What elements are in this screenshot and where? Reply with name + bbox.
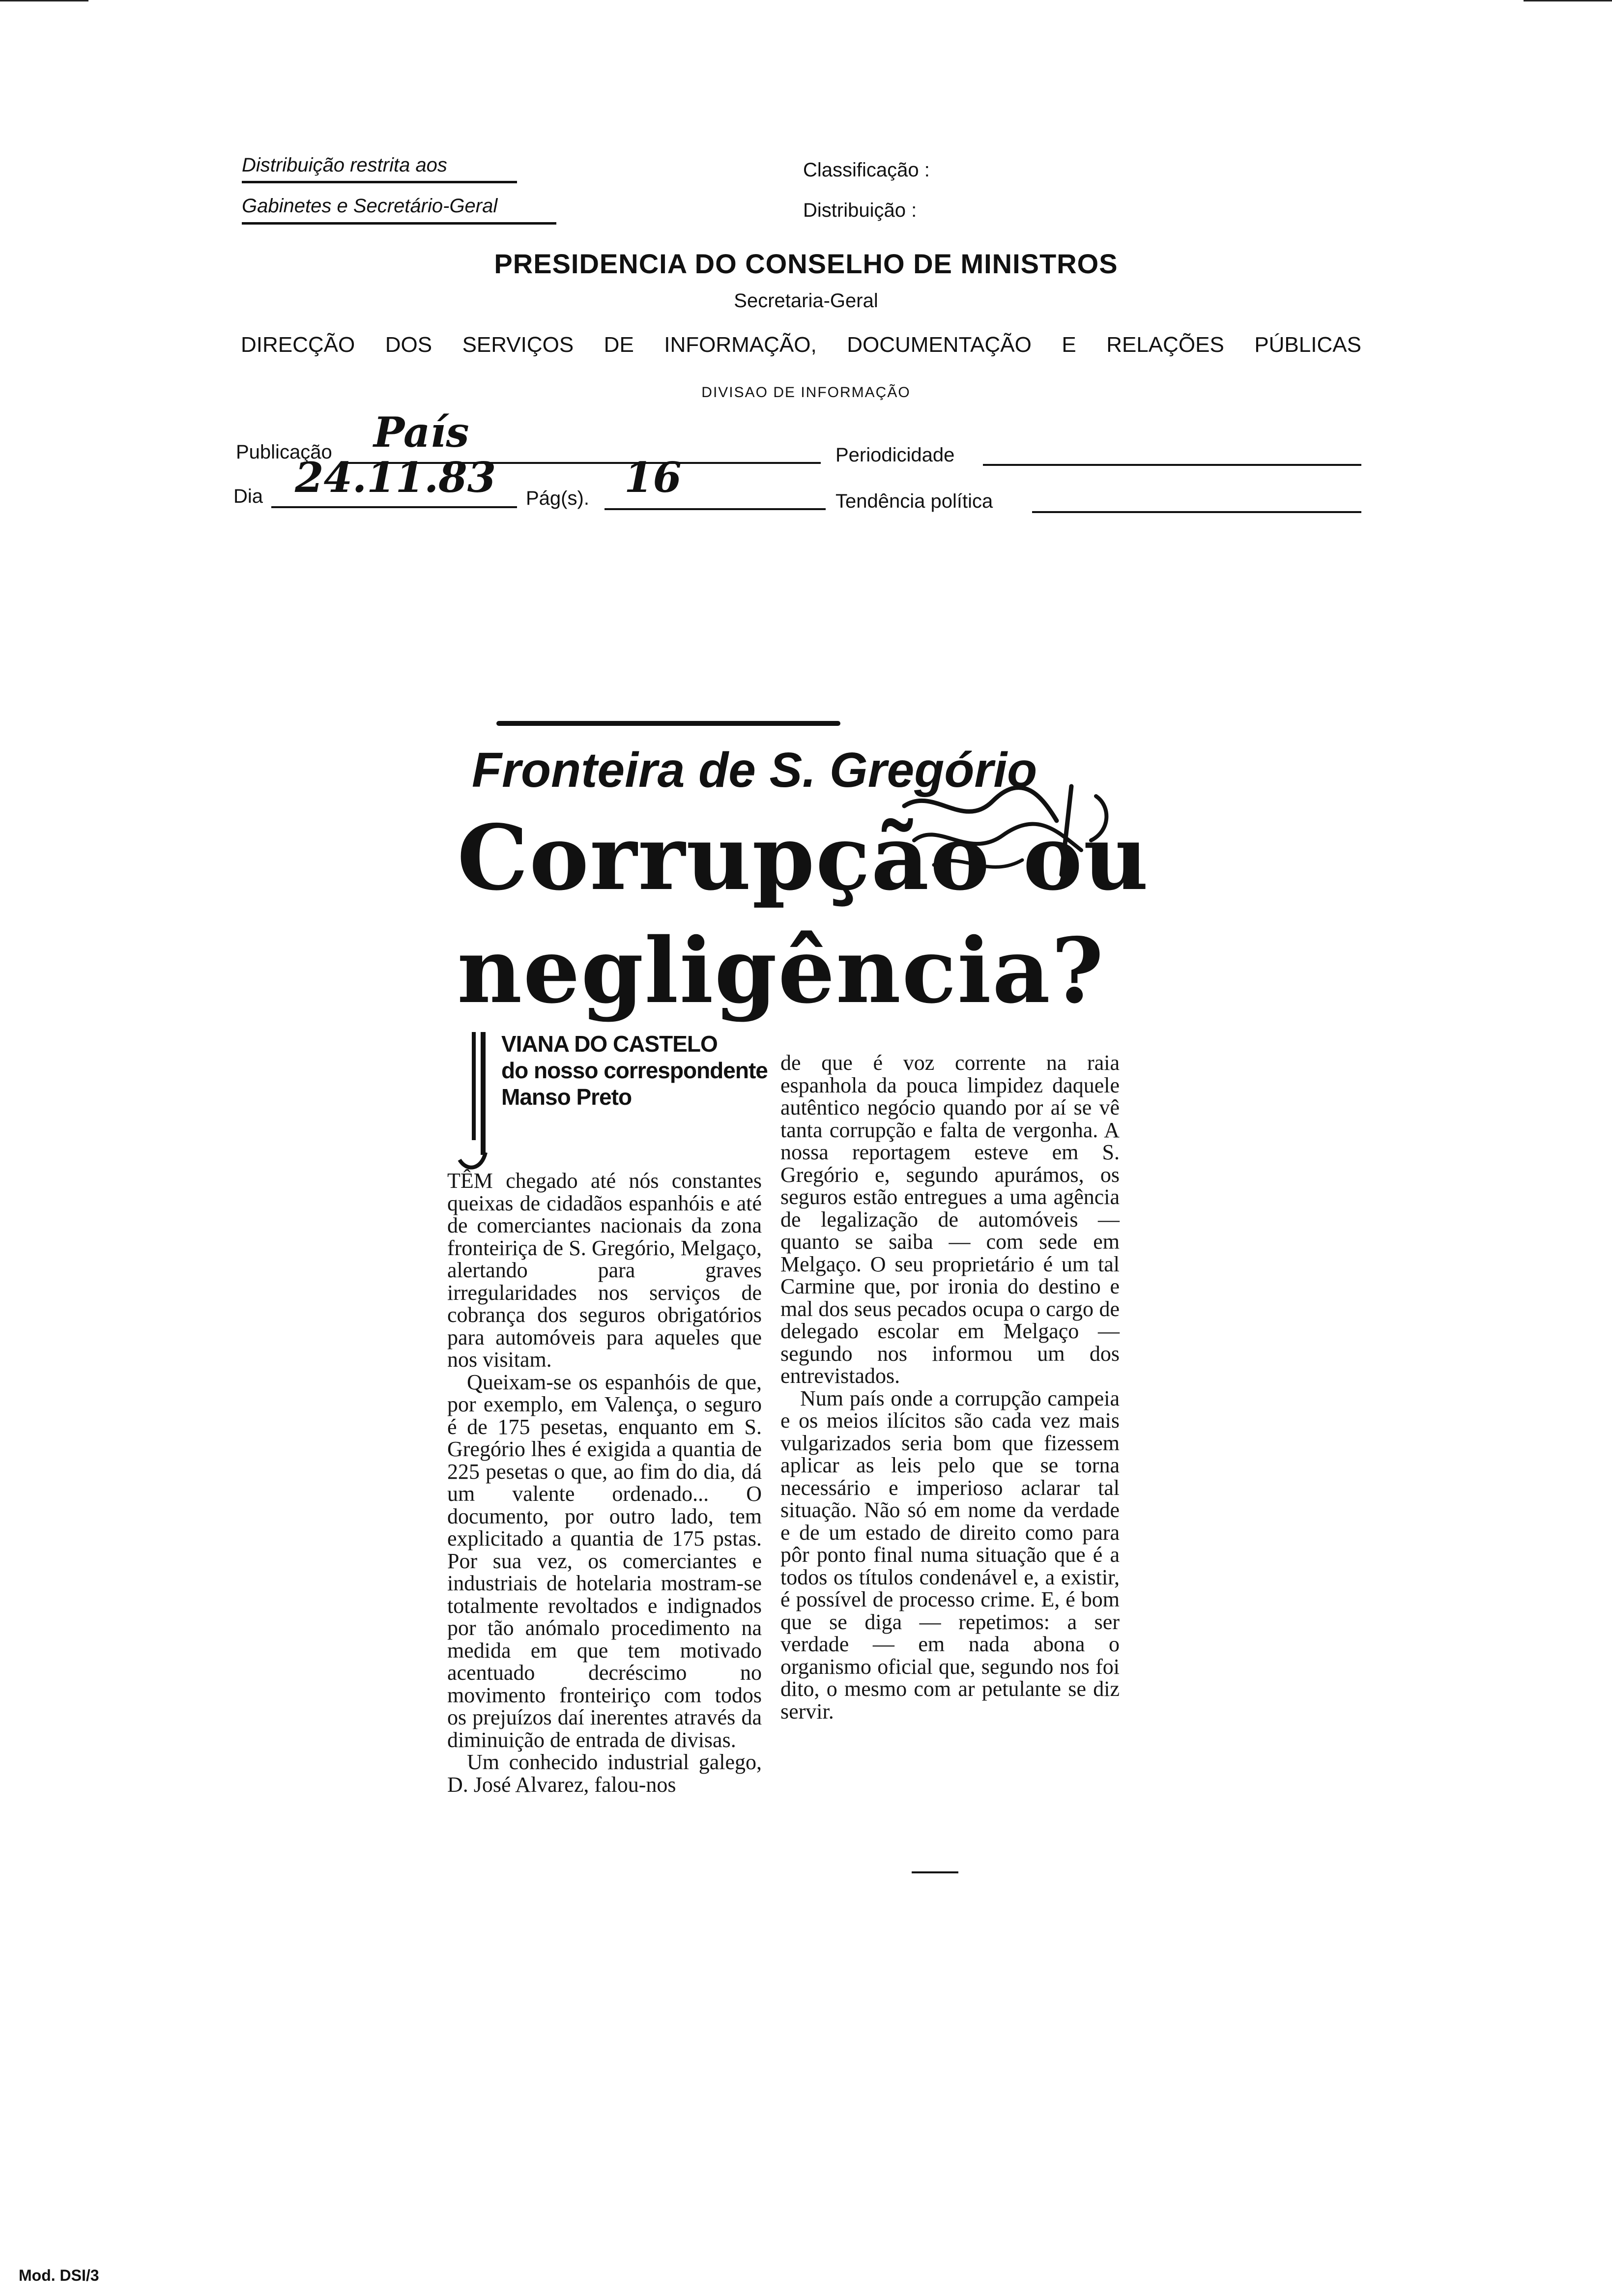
- restricted-distribution-line1: Distribuição restrita aos: [242, 154, 447, 176]
- byline-location: VIANA DO CASTELO: [501, 1031, 718, 1057]
- dia-value: 24.11.83: [295, 453, 496, 502]
- division-label: DIVISAO DE INFORMAÇÃO: [701, 384, 911, 401]
- dia-label: Dia: [233, 486, 263, 507]
- article-paragraph: Num país onde a corrupção campeia e os meios ilícitos são cada vez mais vulgarizados seria bom que fizessem aplicar as leis pelo que se torna necessário e imperioso aclarar tal situação. Não só em nome da verdade e de um estado de direito como para pôr ponto final numa situação que é a todos os títulos condenável e, a existir, é possível de processo crime. E, é bom que se diga — repetimos: a ser verdade — em nada abona o organismo oficial que, segundo nos foi dito, o mesmo com ar petulante se diz servir.: [780, 1386, 1120, 1723]
- direccao-word: PÚBLICAS: [1254, 333, 1361, 357]
- byline-author: Manso Preto: [501, 1084, 632, 1110]
- direccao-word: DIRECÇÃO: [241, 333, 355, 357]
- direccao-word: RELAÇÕES: [1106, 333, 1224, 357]
- secretariat-subtitle: Secretaria-Geral: [734, 290, 878, 312]
- pags-value: 16: [624, 453, 682, 502]
- underline: [242, 181, 517, 183]
- article-paragraph: de que é voz corrente na raia espanhola da pouca limpidez daquele autêntico negócio quando por aí se vê tanta corrupção e falta de vergonha. A nossa reportagem esteve em S. Gregório e, segundo apurámos, os seguros estão entregues a uma agência de legalização de automóveis — quanto se saiba — com sede em Melgaço. O seu proprietário é um tal Carmine que, por ironia do destino e mal dos seus pecados ocupa o cargo de delegado escolar em Melgaço — segundo nos informou um dos entrevistados.: [780, 1051, 1120, 1388]
- article-paragraph: Um conhecido industrial galego, D. José Alvarez, falou-nos: [447, 1750, 762, 1797]
- direccao-line: [241, 333, 1361, 357]
- article-headline-line2: negligência?: [457, 918, 1105, 1023]
- direccao-word: DOS: [385, 333, 432, 357]
- handwritten-annotation: [894, 776, 1130, 890]
- tendencia-line: [1032, 511, 1361, 513]
- direccao-word: DOCUMENTAÇÃO: [847, 333, 1032, 357]
- scan-edge-mark: [1524, 0, 1612, 1]
- pags-label: Pág(s).: [526, 488, 589, 509]
- classificacao-label: Classificação :: [803, 159, 930, 181]
- direccao-word: SERVIÇOS: [462, 333, 574, 357]
- publicacao-value: País: [374, 408, 469, 457]
- dia-line: [271, 506, 517, 508]
- article-kicker: Fronteira de S. Gregório: [472, 743, 1037, 798]
- clipping-rule: [496, 721, 840, 726]
- periodicidade-label: Periodicidade: [835, 444, 955, 466]
- tendencia-label: Tendência política: [835, 490, 993, 512]
- pags-line: [604, 508, 826, 510]
- form-code: Mod. DSI/3: [19, 2267, 99, 2284]
- article-column-2: [780, 1052, 1120, 1722]
- distribuicao-label: Distribuição :: [803, 200, 917, 221]
- article-column-1: [447, 1170, 762, 1796]
- direccao-word: E: [1062, 333, 1076, 357]
- institution-title: PRESIDENCIA DO CONSELHO DE MINISTROS: [494, 248, 1118, 279]
- byline-decoration: [457, 1027, 496, 1175]
- direccao-word: DE: [604, 333, 634, 357]
- article-paragraph: TÊM chegado até nós constantes queixas de cidadãos espanhóis e até de comerciantes nacionais da zona fronteiriça de S. Gregório, Melgaço, alertando para graves irregularidades nos serviços de cobrança dos seguros obrigatórios para automóveis para aqueles que nos visitam.: [447, 1169, 762, 1372]
- byline-correspondent: do nosso correspondente: [501, 1058, 768, 1083]
- publicacao-label: Publicação: [236, 441, 332, 463]
- article-paragraph: Queixam-se os espanhóis de que, por exemplo, em Valença, o seguro é de 175 pesetas, enquanto em S. Gregório lhes é exigida a quantia de 225 pesetas o que, ao fim do dia, dá um valente ordenado... O documento, por outro lado, tem explicitado a quantia de 175 pstas. Por sua vez, os comerciantes e industriais de hotelaria mostram-se totalmente revoltados e indignados por tão anómalo procedimento na medida em que tem motivado acentuado decréscimo no movimento fronteiriço com todos os prejuízos daí inerentes através da diminuição de entrada de divisas.: [447, 1370, 762, 1752]
- direccao-word: INFORMAÇÃO,: [664, 333, 817, 357]
- article-headline-line1: Corrupção ou: [457, 805, 1150, 910]
- article-end-rule: [912, 1871, 958, 1873]
- scan-edge-mark: [0, 0, 88, 1]
- restricted-distribution-line2: Gabinetes e Secretário-Geral: [242, 195, 498, 217]
- underline: [242, 222, 556, 225]
- periodicidade-line: [983, 464, 1361, 466]
